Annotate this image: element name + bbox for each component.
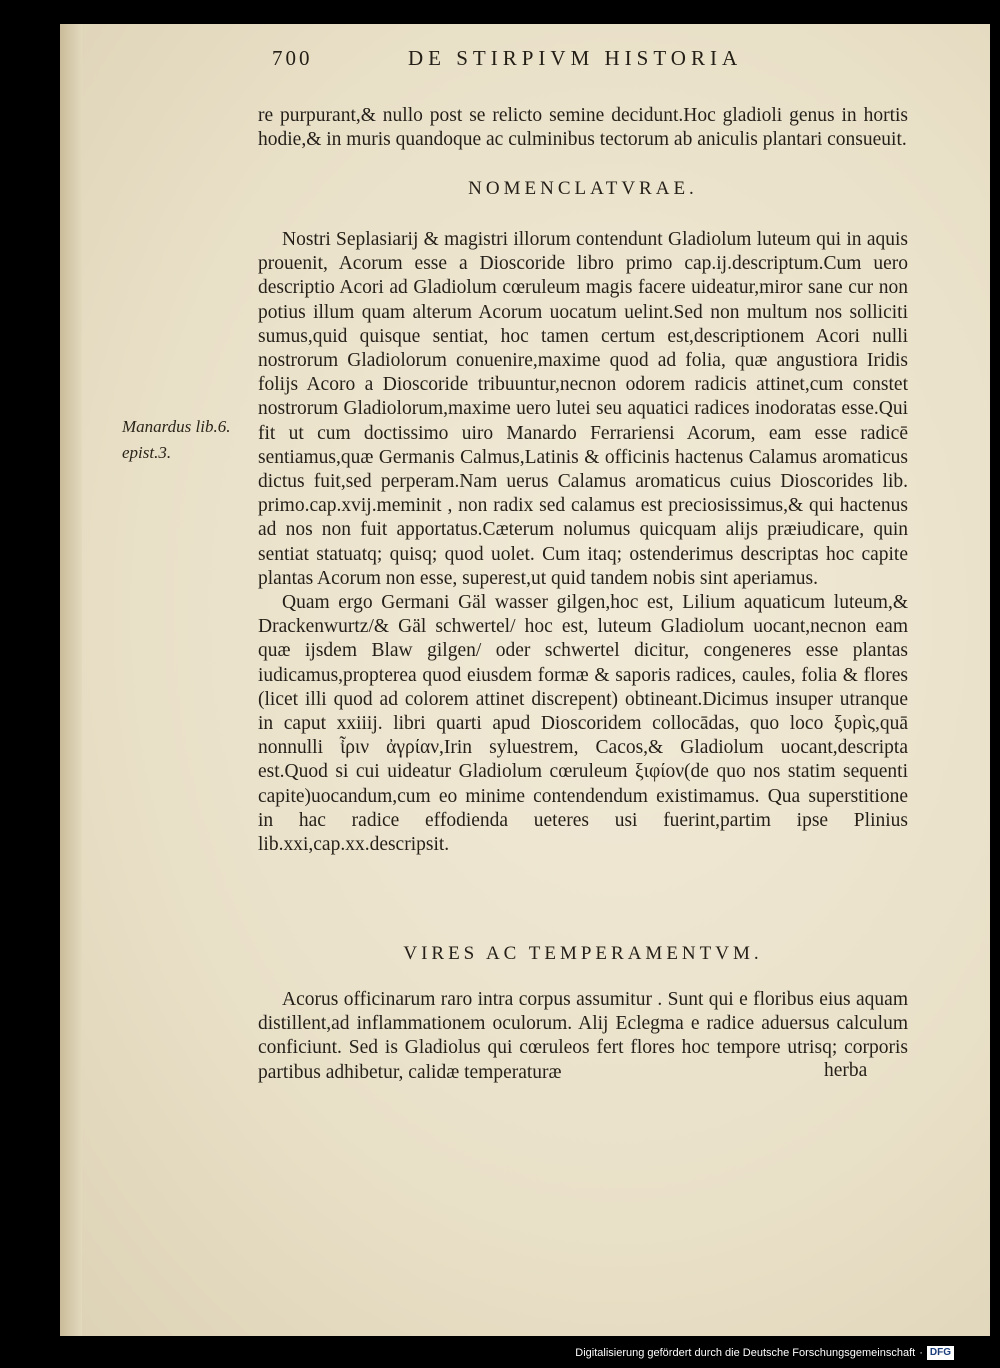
paragraph-nomenclature-2: Quam ergo Germani Gäl wasser gilgen,hoc est, Lilium aquaticum luteum,& Drackenwurtz/& Gäl schwertel/ hoc est, luteum Gladiolum uocant,necnon eam quæ ijsdem Blaw gilgen/ oder schwertel dicitur, congeneres esse plantas iudicamus,propterea quod eiusdem formæ & saporis radices, caules, folia & flores (licet illi quod ad colorem attinet discrepent) obtineant.Dicimus insuper utranque in caput xxiiij. libri quarti apud Dioscoridem collocādas, quo loco ξυρὶς,quā nonnulli ἶριν ἀγρίαν,Irin syluestrem, Cacos,& Gladiolum uocant,descripta est.Quod si cui uideatur Gladiolum cœruleum ξιφίον(de quo nos statim sequenti capite)uocandum,cum eo minime contendendum existimamus. Qua superstitione in hac radice effodienda ueteres usi fuerint,partim ipse Plinius lib.xxi,cap.xx.descripsit. xyxy=(258,592,908,856)
catchword: herba xyxy=(824,1060,868,1081)
dfg-logo: DFG xyxy=(927,1346,954,1360)
text-block-vires xyxy=(258,988,908,1085)
heading-vires: VIRES AC TEMPERAMENTVM. xyxy=(403,943,763,964)
page-number: 700 xyxy=(272,46,313,70)
heading-nomenclaturae: NOMENCLATVRAE. xyxy=(468,178,698,199)
paragraph-vires: Acorus officinarum raro intra corpus assumitur . Sunt qui e floribus eius aquam distillent,ad inflammationem oculorum. Alij Eclegma e radice aduersus calculum conficiunt. Sed is Gladiolus qui cœruleos fert flores hoc tempore utrisq; corporis partibus adhibetur, calidæ temperaturæ xyxy=(258,989,908,1083)
text-block-continuation xyxy=(258,104,908,152)
marginal-note: Manardus lib.6. epist.3. xyxy=(122,417,231,462)
footer-text: Digitalisierung gefördert durch die Deutsche Forschungsgemeinschaft xyxy=(575,1347,916,1359)
text-block-nomenclature xyxy=(258,228,908,857)
running-head: DE STIRPIVM HISTORIA xyxy=(408,46,743,70)
page-gutter xyxy=(60,24,82,1336)
page-header xyxy=(272,46,832,76)
paragraph-continuation: re purpurant,& nullo post se relicto semine decidunt.Hoc gladioli genus in hortis hodie,& in muris quandoque ac culminibus tectorum ab aniculis plantari consueuit. xyxy=(258,105,908,151)
digitization-footer xyxy=(575,1344,954,1362)
footer-separator: · xyxy=(919,1347,923,1359)
paragraph-nomenclature-1: Nostri Seplasiarij & magistri illorum contendunt Gladiolum luteum qui in aquis prouenit, Acorum esse a Dioscoride libro primo cap.ij.descriptum.Cum uero descriptio Acori ad Gladiolum cœruleum magis facere uideatur,miror sane cur non potius illum quam alterum Acorum uocatum uelint.Sed non multum nos solliciti sumus,quid quisque sentiat, hoc tamen certum est,descriptionem Acori nulli nostrorum Gladiolorum conuenire,maxime quod ad folia, quæ angustiora Iridis folijs Acoro a Dioscoride tribuuntur,necnon odorem radicis attinet,cum constet nostrorum Gladiolorum,maxime uero lutei seu aquatici radices inodoratas esse.Qui fit ut cum doctissimo uiro Manardo Ferrariensi Acorum, eam esse radicē sentiamus,quæ Germanis Calmus,Latinis & officinis hactenus Calamus aromaticus dictus fuit,sed perperam.Nam uerus Calamus aromaticus cuius Dioscorides lib. primo.cap.xvij.meminit , non radix sed calamus est preciosissimus,& qui hactenus ad nos non fuit apportatus.Cæterum nolumus quicquam alijs præiudicare, quin sentiat statuatq; quisq; quod uolet. Cum itaq; ostenderimus descriptas hoc capite plantas Acorum non esse, superest,ut quid tandem nobis sint aperiamus. xyxy=(258,229,908,589)
